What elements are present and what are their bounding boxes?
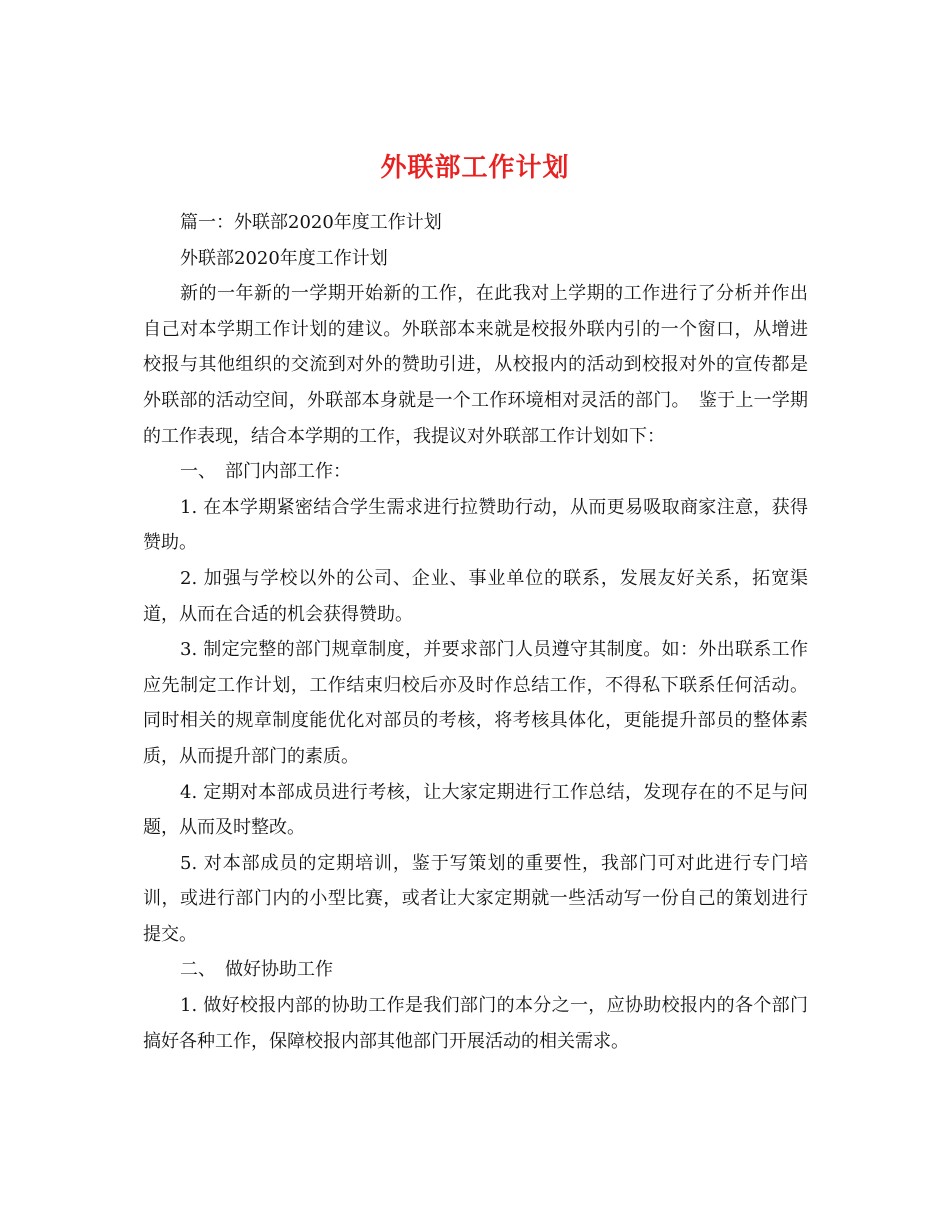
list-item-5: 5. 对本部成员的定期培训，鉴于写策划的重要性，我部门可对此进行专门培训，或进行部门内的小型比赛，或者让大家定期就一些活动写一份自己的策划进行提交。 [143, 852, 808, 945]
list-item-1: 1. 在本学期紧密结合学生需求进行拉赞助行动，从而更易吸取商家注意，获得赞助。 [143, 496, 808, 554]
section-heading-assist-work: 二、 做好协助工作 [180, 959, 333, 981]
list-item-2: 2. 加强与学校以外的公司、企业、事业单位的联系，发展友好关系，拓宽渠道，从而在合适的机会获得赞助。 [143, 567, 808, 625]
list-item-3: 3. 制定完整的部门规章制度，并要求部门人员遵守其制度。如：外出联系工作应先制定工作计划，工作结束归校后亦及时作总结工作，不得私下联系任何活动。同时相关的规章制度能优化对部员的考核，将考核具体化，更能提升部员的整体素质，从而提升部门的素质。 [143, 639, 808, 767]
document-title: 外联部工作计划 [380, 153, 570, 184]
paragraph-part1-heading: 篇一：外联部2020年度工作计划 [180, 212, 442, 233]
section-heading-internal-work: 一、 部门内部工作： [180, 461, 351, 483]
list-item-assist-1: 1. 做好校报内部的协助工作是我们部门的本分之一，应协助校报内的各个部门搞好各种工作，保障校报内部其他部门开展活动的相关需求。 [143, 995, 808, 1052]
list-item-4: 4. 定期对本部成员进行考核，让大家定期进行工作总结，发现存在的不足与问题，从而及时整改。 [143, 781, 808, 839]
paragraph-subtitle: 外联部2020年度工作计划 [180, 247, 388, 269]
document-body [143, 205, 808, 1059]
paragraph-intro: 新的一年新的一学期开始新的工作，在此我对上学期的工作进行了分析并作出自己对本学期工作计划的建议。外联部本来就是校报外联内引的一个窗口，从增进校报与其他组织的交流到对外的赞助引进，从校报内的活动到校报对外的宣传都是外联部的活动空间，外联部本身就是一个工作环境相对灵活的部门。 鉴于上一学期的工作表现，结合本学期的工作，我提议对外联部工作计划如下： [143, 283, 808, 447]
